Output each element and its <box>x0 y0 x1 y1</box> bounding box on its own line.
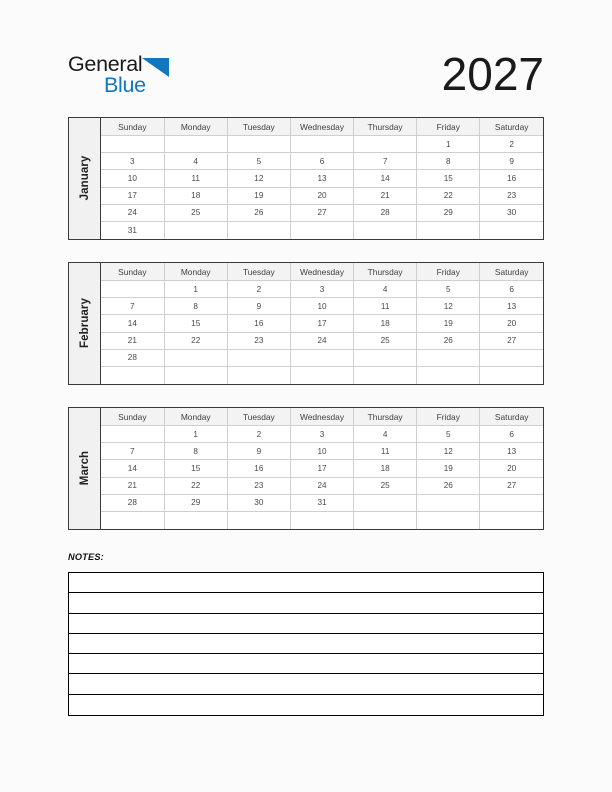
month-days-body <box>101 281 543 384</box>
day-cell[interactable]: 26 <box>227 204 290 221</box>
day-cell[interactable]: 2 <box>480 136 543 153</box>
day-cell[interactable]: 3 <box>101 153 164 170</box>
day-cell[interactable]: 16 <box>227 460 290 477</box>
weekday-header-sunday: Sunday <box>101 263 164 281</box>
month-days-body <box>101 426 543 529</box>
weekday-header-tuesday: Tuesday <box>227 408 290 426</box>
weekday-header-tuesday: Tuesday <box>227 263 290 281</box>
day-cell[interactable]: 23 <box>227 477 290 494</box>
day-cell[interactable]: 18 <box>354 460 417 477</box>
day-cell[interactable]: 23 <box>227 332 290 349</box>
day-cell[interactable] <box>354 349 417 366</box>
weekday-header-sunday: Sunday <box>101 408 164 426</box>
weekday-header-monday: Monday <box>164 263 227 281</box>
week-row <box>101 366 543 383</box>
notes-heading: NOTES: <box>68 552 104 562</box>
day-cell[interactable] <box>227 366 290 383</box>
day-cell[interactable] <box>164 511 227 528</box>
week-row <box>101 187 543 204</box>
day-cell[interactable]: 19 <box>417 315 480 332</box>
day-cell[interactable] <box>480 221 543 238</box>
day-cell[interactable]: 12 <box>227 170 290 187</box>
day-cell[interactable]: 14 <box>101 460 164 477</box>
day-cell[interactable]: 23 <box>480 187 543 204</box>
notes-line[interactable] <box>69 593 543 613</box>
page-header <box>68 48 544 108</box>
week-row <box>101 494 543 511</box>
day-cell[interactable] <box>290 349 353 366</box>
day-cell[interactable]: 13 <box>480 443 543 460</box>
day-cell[interactable]: 21 <box>101 477 164 494</box>
day-cell[interactable]: 15 <box>417 170 480 187</box>
week-row <box>101 315 543 332</box>
month-grid-march <box>101 408 543 529</box>
weekday-header-tuesday: Tuesday <box>227 118 290 136</box>
day-cell[interactable] <box>480 366 543 383</box>
week-row <box>101 426 543 443</box>
day-cell[interactable] <box>354 366 417 383</box>
day-cell[interactable] <box>417 221 480 238</box>
logo-text-blue: Blue <box>104 73 146 97</box>
week-row <box>101 298 543 315</box>
day-cell[interactable]: 11 <box>354 298 417 315</box>
day-cell[interactable]: 15 <box>164 315 227 332</box>
day-cell[interactable]: 1 <box>417 136 480 153</box>
day-cell[interactable]: 29 <box>417 204 480 221</box>
day-cell[interactable]: 9 <box>227 298 290 315</box>
notes-line[interactable] <box>69 634 543 654</box>
day-cell[interactable]: 29 <box>164 494 227 511</box>
day-cell[interactable]: 12 <box>417 443 480 460</box>
month-grid-february <box>101 263 543 384</box>
weekday-header-friday: Friday <box>417 118 480 136</box>
day-cell[interactable]: 20 <box>290 187 353 204</box>
day-cell[interactable]: 16 <box>480 170 543 187</box>
day-cell[interactable]: 10 <box>290 443 353 460</box>
day-cell[interactable]: 4 <box>354 426 417 443</box>
page-title-year: 2027 <box>441 48 544 100</box>
day-cell[interactable] <box>354 494 417 511</box>
weekday-header-row <box>101 118 543 136</box>
day-cell[interactable]: 5 <box>227 153 290 170</box>
day-cell[interactable]: 26 <box>417 332 480 349</box>
day-cell[interactable]: 27 <box>480 477 543 494</box>
day-cell[interactable]: 21 <box>354 187 417 204</box>
day-cell[interactable]: 17 <box>290 460 353 477</box>
day-cell[interactable]: 31 <box>290 494 353 511</box>
week-row <box>101 204 543 221</box>
day-cell[interactable]: 28 <box>101 494 164 511</box>
month-name: February <box>78 298 91 349</box>
day-cell[interactable] <box>101 511 164 528</box>
weekday-header-sunday: Sunday <box>101 118 164 136</box>
day-cell[interactable]: 11 <box>164 170 227 187</box>
day-cell[interactable]: 12 <box>417 298 480 315</box>
day-cell[interactable]: 31 <box>101 221 164 238</box>
week-row <box>101 332 543 349</box>
day-cell[interactable]: 15 <box>164 460 227 477</box>
day-cell[interactable] <box>417 366 480 383</box>
day-cell[interactable] <box>227 221 290 238</box>
day-cell[interactable]: 18 <box>354 315 417 332</box>
day-cell[interactable]: 5 <box>417 281 480 298</box>
day-cell[interactable]: 24 <box>101 204 164 221</box>
weekday-header-thursday: Thursday <box>354 263 417 281</box>
day-cell[interactable]: 19 <box>227 187 290 204</box>
day-cell[interactable]: 3 <box>290 281 353 298</box>
week-row <box>101 511 543 528</box>
month-block-february <box>68 262 544 385</box>
day-cell[interactable]: 6 <box>290 153 353 170</box>
day-cell[interactable]: 22 <box>164 477 227 494</box>
day-cell[interactable]: 6 <box>480 426 543 443</box>
day-cell[interactable]: 17 <box>290 315 353 332</box>
day-cell[interactable] <box>164 136 227 153</box>
day-cell[interactable] <box>227 349 290 366</box>
day-cell[interactable]: 10 <box>290 298 353 315</box>
day-cell[interactable] <box>290 511 353 528</box>
month-block-january <box>68 117 544 240</box>
day-cell[interactable]: 3 <box>290 426 353 443</box>
day-cell[interactable]: 14 <box>101 315 164 332</box>
day-cell[interactable]: 9 <box>480 153 543 170</box>
day-cell[interactable]: 7 <box>101 443 164 460</box>
day-cell[interactable] <box>354 511 417 528</box>
day-cell[interactable]: 20 <box>480 315 543 332</box>
notes-line[interactable] <box>69 614 543 634</box>
day-cell[interactable]: 11 <box>354 443 417 460</box>
day-cell[interactable]: 25 <box>164 204 227 221</box>
weekday-header-row <box>101 263 543 281</box>
day-cell[interactable] <box>101 281 164 298</box>
day-cell[interactable] <box>164 349 227 366</box>
day-cell[interactable]: 2 <box>227 281 290 298</box>
weekday-header-friday: Friday <box>417 408 480 426</box>
day-cell[interactable]: 4 <box>164 153 227 170</box>
day-cell[interactable] <box>480 494 543 511</box>
day-cell[interactable]: 25 <box>354 332 417 349</box>
notes-line[interactable] <box>69 654 543 674</box>
day-cell[interactable]: 13 <box>290 170 353 187</box>
day-cell[interactable]: 18 <box>164 187 227 204</box>
logo-text-general: General <box>68 52 143 76</box>
day-cell[interactable]: 20 <box>480 460 543 477</box>
month-name: January <box>78 155 91 201</box>
month-block-march <box>68 407 544 530</box>
day-cell[interactable]: 14 <box>354 170 417 187</box>
day-cell[interactable]: 10 <box>101 170 164 187</box>
weekday-header-monday: Monday <box>164 118 227 136</box>
day-cell[interactable]: 1 <box>164 426 227 443</box>
day-cell[interactable] <box>164 221 227 238</box>
weekday-header-thursday: Thursday <box>354 118 417 136</box>
day-cell[interactable] <box>354 136 417 153</box>
week-row <box>101 170 543 187</box>
week-row <box>101 477 543 494</box>
day-cell[interactable]: 21 <box>101 332 164 349</box>
month-grid-january <box>101 118 543 239</box>
day-cell[interactable]: 24 <box>290 332 353 349</box>
weekday-header-row <box>101 408 543 426</box>
day-cell[interactable]: 28 <box>101 349 164 366</box>
weekday-header-saturday: Saturday <box>480 408 543 426</box>
day-cell[interactable]: 27 <box>480 332 543 349</box>
day-cell[interactable] <box>480 349 543 366</box>
logo-triangle-icon <box>142 58 169 77</box>
week-row <box>101 281 543 298</box>
day-cell[interactable] <box>101 136 164 153</box>
day-cell[interactable]: 28 <box>354 204 417 221</box>
weekday-header-saturday: Saturday <box>480 263 543 281</box>
day-cell[interactable]: 8 <box>164 298 227 315</box>
day-cell[interactable]: 30 <box>227 494 290 511</box>
weekday-header-friday: Friday <box>417 263 480 281</box>
day-cell[interactable]: 24 <box>290 477 353 494</box>
day-cell[interactable]: 9 <box>227 443 290 460</box>
weekday-header-thursday: Thursday <box>354 408 417 426</box>
general-blue-logo <box>68 52 188 102</box>
weekday-header-monday: Monday <box>164 408 227 426</box>
month-label-cell <box>69 263 101 384</box>
day-cell[interactable]: 4 <box>354 281 417 298</box>
notes-line[interactable] <box>69 674 543 694</box>
day-cell[interactable] <box>164 366 227 383</box>
week-row <box>101 136 543 153</box>
week-row <box>101 460 543 477</box>
weekday-header-wednesday: Wednesday <box>290 408 353 426</box>
day-cell[interactable] <box>417 511 480 528</box>
month-name: March <box>78 451 91 486</box>
day-cell[interactable] <box>290 221 353 238</box>
day-cell[interactable]: 27 <box>290 204 353 221</box>
day-cell[interactable]: 6 <box>480 281 543 298</box>
day-cell[interactable] <box>417 349 480 366</box>
day-cell[interactable] <box>480 511 543 528</box>
day-cell[interactable]: 22 <box>417 187 480 204</box>
month-days-body <box>101 136 543 239</box>
day-cell[interactable]: 2 <box>227 426 290 443</box>
day-cell[interactable]: 13 <box>480 298 543 315</box>
week-row <box>101 349 543 366</box>
day-cell[interactable]: 17 <box>101 187 164 204</box>
day-cell[interactable]: 19 <box>417 460 480 477</box>
day-cell[interactable]: 1 <box>164 281 227 298</box>
weekday-header-wednesday: Wednesday <box>290 118 353 136</box>
day-cell[interactable]: 16 <box>227 315 290 332</box>
day-cell[interactable]: 8 <box>164 443 227 460</box>
day-cell[interactable] <box>101 426 164 443</box>
day-cell[interactable]: 30 <box>480 204 543 221</box>
day-cell[interactable]: 26 <box>417 477 480 494</box>
day-cell[interactable]: 5 <box>417 426 480 443</box>
day-cell[interactable]: 8 <box>417 153 480 170</box>
day-cell[interactable] <box>227 511 290 528</box>
month-label-cell <box>69 118 101 239</box>
day-cell[interactable]: 22 <box>164 332 227 349</box>
week-row <box>101 443 543 460</box>
day-cell[interactable] <box>227 136 290 153</box>
notes-line[interactable] <box>69 695 543 715</box>
notes-box <box>68 572 544 716</box>
day-cell[interactable] <box>417 494 480 511</box>
day-cell[interactable]: 7 <box>101 298 164 315</box>
day-cell[interactable]: 25 <box>354 477 417 494</box>
day-cell[interactable] <box>290 366 353 383</box>
weekday-header-wednesday: Wednesday <box>290 263 353 281</box>
day-cell[interactable] <box>101 366 164 383</box>
week-row <box>101 221 543 238</box>
day-cell[interactable] <box>290 136 353 153</box>
day-cell[interactable]: 7 <box>354 153 417 170</box>
weekday-header-saturday: Saturday <box>480 118 543 136</box>
week-row <box>101 153 543 170</box>
month-label-cell <box>69 408 101 529</box>
day-cell[interactable] <box>354 221 417 238</box>
notes-line[interactable] <box>69 573 543 593</box>
